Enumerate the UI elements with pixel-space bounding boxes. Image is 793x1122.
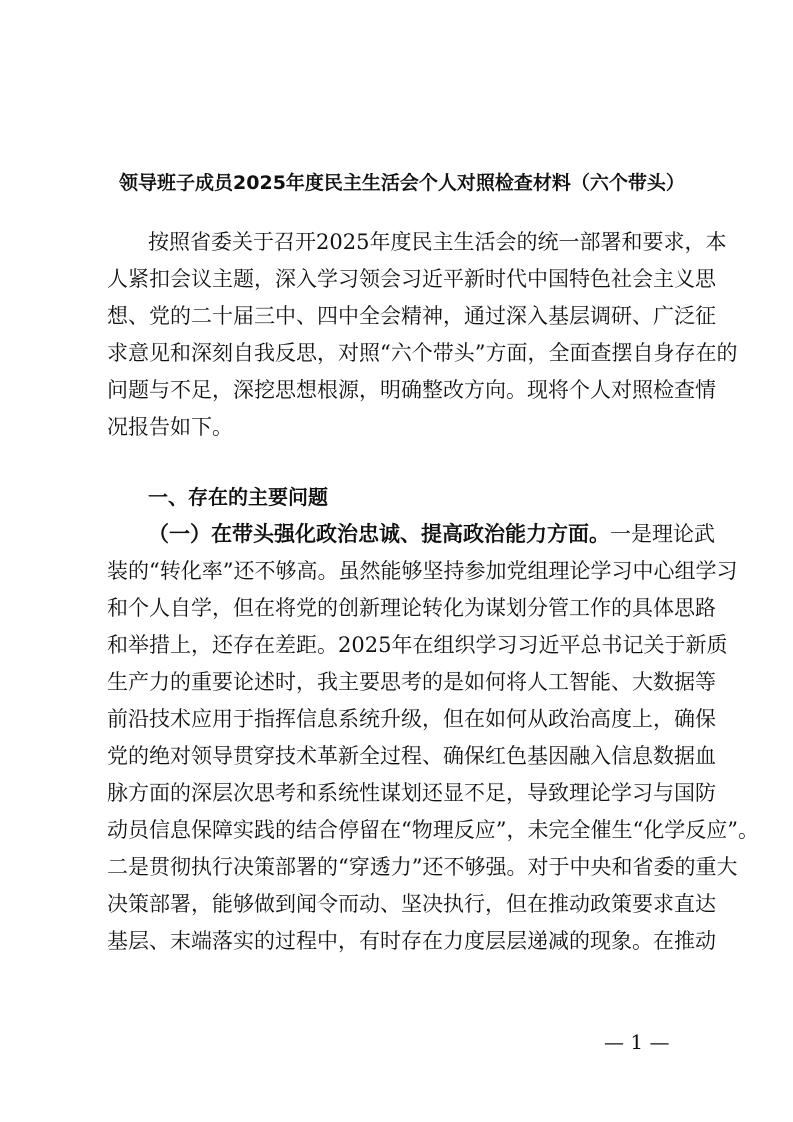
- intro-line: 求意见和深刻自我反思，对照“六个带头”方面，全面查摆自身存在的: [107, 341, 738, 365]
- body-line: 基层、末端落实的过程中，有时存在力度层层递减的现象。在推动: [107, 929, 716, 953]
- document-title: 领导班子成员2025年度民主生活会个人对照检查材料（六个带头）: [119, 172, 685, 194]
- body-line: 决策部署，能够做到闻令而动、坚决执行，但在推动政策要求直达: [107, 892, 716, 916]
- body-line: 生产力的重要论述时，我主要思考的是如何将人工智能、大数据等: [107, 670, 716, 694]
- body-line: 和举措上，还存在差距。2025年在组织学习习近平总书记关于新质: [107, 633, 728, 657]
- intro-line: 况报告如下。: [107, 415, 233, 439]
- body-line: 党的绝对领导贯穿技术革新全过程、确保红色基因融入信息数据血: [107, 744, 716, 768]
- body-line: 和个人自学，但在将党的创新理论转化为谋划分管工作的具体思路: [107, 596, 716, 620]
- subsection-heading: （一）在带头强化政治忠诚、提高政治能力方面。: [148, 521, 610, 546]
- page-number: — 1 —: [604, 1030, 670, 1054]
- section-heading: 一、存在的主要问题: [148, 485, 328, 509]
- intro-line: 人紧扣会议主题，深入学习领会习近平新时代中国特色社会主义思: [107, 267, 716, 291]
- body-line: 动员信息保障实践的结合停留在“物理反应”，未完全催生“化学反应”。: [107, 818, 759, 842]
- body-line: 装的“转化率”还不够高。虽然能够坚持参加党组理论学习中心组学习: [107, 559, 738, 583]
- body-text: 一是理论武: [610, 522, 715, 546]
- intro-line: 按照省委关于召开2025年度民主生活会的统一部署和要求，本: [148, 230, 727, 254]
- subsection-first-line: [148, 521, 715, 547]
- body-line: 二是贯彻执行决策部署的“穿透力”还不够强。对于中央和省委的重大: [107, 855, 738, 879]
- body-line: 脉方面的深层次思考和系统性谋划还显不足，导致理论学习与国防: [107, 781, 716, 805]
- body-line: 前沿技术应用于指挥信息系统升级，但在如何从政治高度上，确保: [107, 707, 716, 731]
- intro-line: 问题与不足，深挖思想根源，明确整改方向。现将个人对照检查情: [107, 378, 716, 402]
- intro-line: 想、党的二十届三中、四中全会精神，通过深入基层调研、广泛征: [107, 304, 716, 328]
